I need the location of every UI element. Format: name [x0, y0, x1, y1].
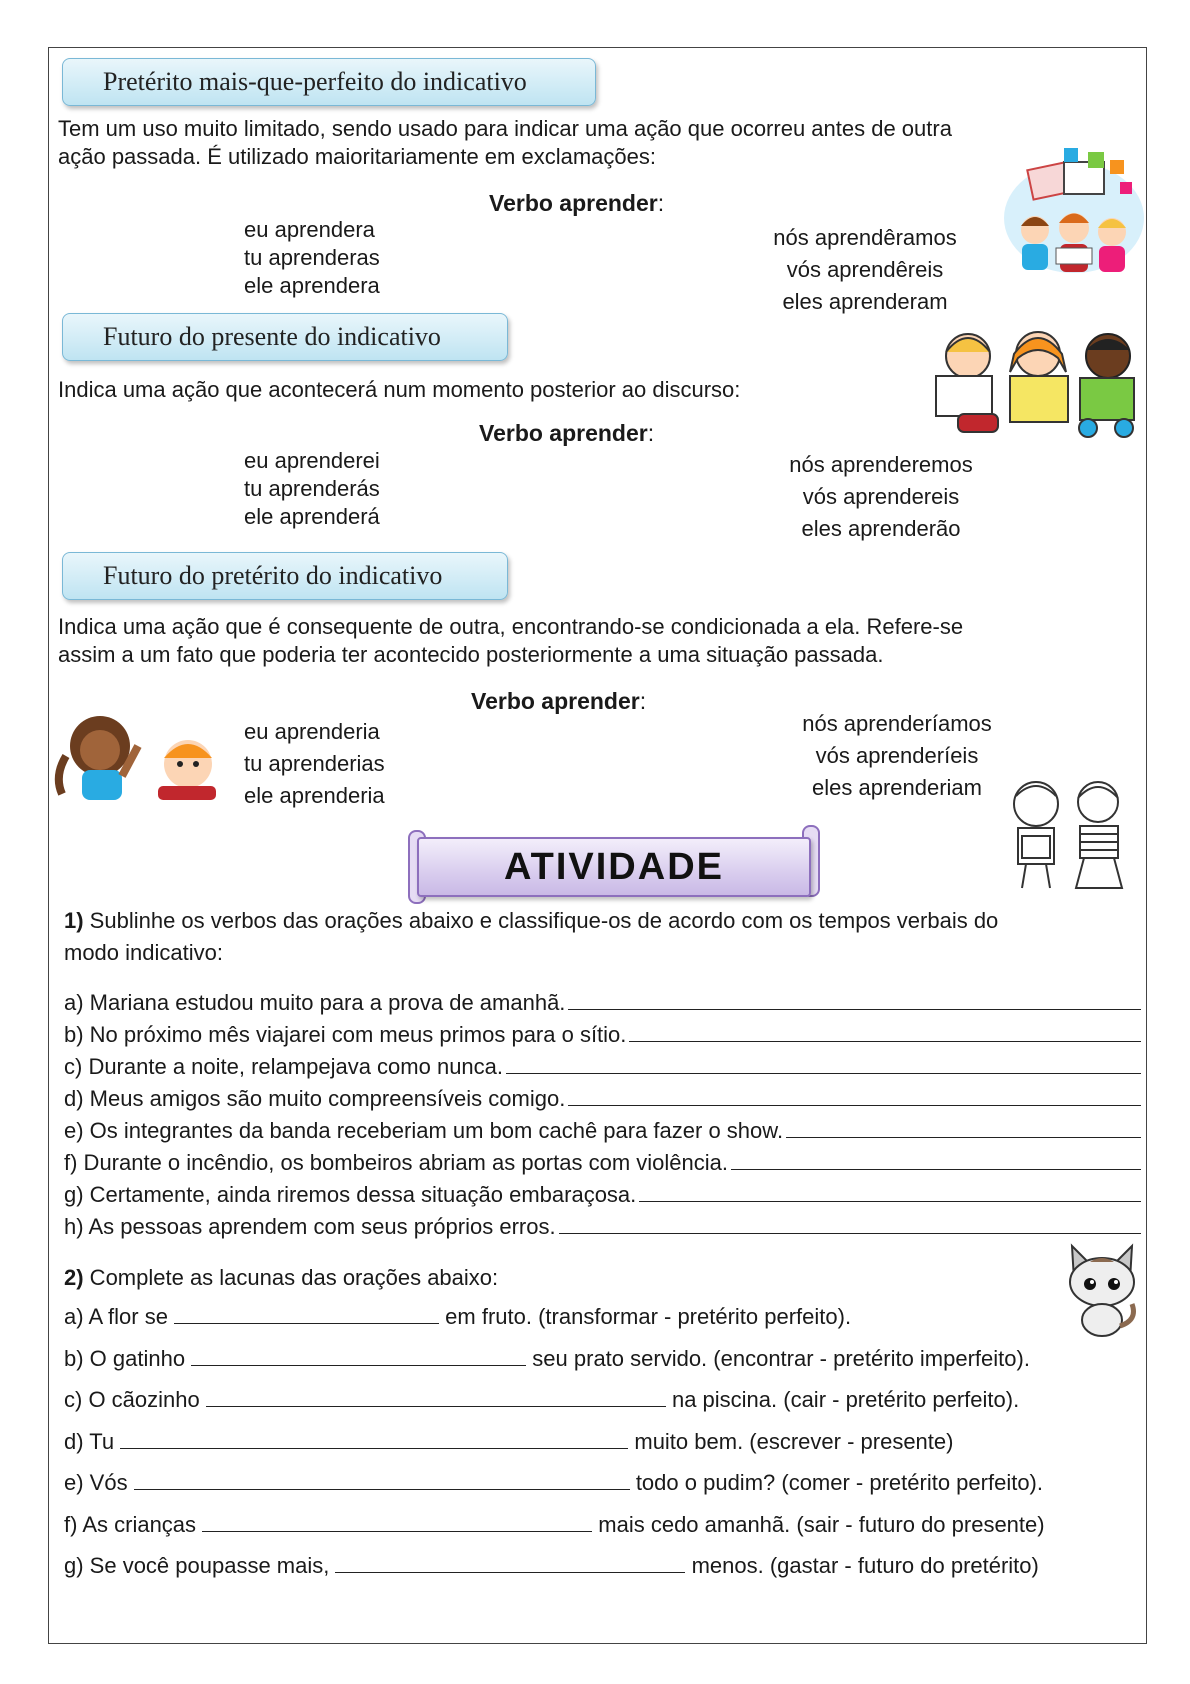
conjugation: nós aprendêramos [773, 225, 957, 250]
answer-line[interactable] [568, 1083, 1141, 1106]
kids-reading-books-illustration [1000, 148, 1148, 288]
question-2-instruction: 2) Complete as lacunas das orações abaixo: [64, 1265, 499, 1290]
list-item: g) Se você poupasse mais, menos. (gastar - futuro do pretérito) [64, 1545, 1045, 1587]
conjugation: eles aprenderiam [812, 775, 982, 800]
conjugation: tu aprenderias [244, 751, 385, 776]
blank-line[interactable] [120, 1426, 628, 1449]
section-title-text: Futuro do pretérito do indicativo [103, 561, 443, 590]
kitten-illustration [1062, 1240, 1142, 1340]
description-line: Indica uma ação que é consequente de outra, encontrando-se condicionada a ela. Refere-se [58, 614, 964, 639]
two-kids-illustration [48, 706, 218, 806]
singular-conjugations [244, 716, 385, 812]
question-1-instruction: 1) Sublinhe os verbos das orações abaixo e classifique-os de acordo com os tempos verbais do modo indicativo: [64, 908, 999, 965]
description-line: Indica uma ação que acontecerá num momento posterior ao discurso: [58, 377, 741, 402]
conjugation: nós aprenderemos [789, 452, 973, 477]
question-2-items [64, 1296, 1045, 1587]
blank-line[interactable] [335, 1550, 685, 1573]
blank-line[interactable] [134, 1467, 630, 1490]
list-item: b) No próximo mês viajarei com meus primos para o sítio. [64, 1019, 1141, 1051]
plural-conjugations [730, 222, 1000, 318]
plural-conjugations [746, 449, 1016, 545]
question-number: 2) [64, 1265, 84, 1290]
question-1-items [64, 987, 1141, 1243]
section-description [58, 613, 963, 669]
conjugation: eu aprenderia [244, 719, 380, 744]
three-kids-with-books-illustration [928, 328, 1138, 440]
blank-line[interactable] [202, 1509, 592, 1532]
list-item: h) As pessoas aprendem com seus próprios erros. [64, 1211, 1141, 1243]
list-item: a) Mariana estudou muito para a prova de amanhã. [64, 987, 1141, 1019]
verb-heading: Verbo aprender: [479, 420, 655, 446]
conjugation: ele aprendera [244, 273, 380, 298]
section-title-text: Futuro do presente do indicativo [103, 322, 441, 351]
blank-line[interactable] [206, 1384, 666, 1407]
verb-heading: Verbo aprender: [471, 688, 647, 714]
answer-line[interactable] [786, 1115, 1141, 1138]
question-number: 1) [64, 908, 84, 933]
description-line: assim a um fato que poderia ter acontecido posteriormente a uma situação passada. [58, 642, 884, 667]
conjugation: ele aprenderia [244, 783, 385, 808]
conjugation: vós aprenderíeis [815, 743, 979, 768]
activity-title: ATIVIDADE [504, 845, 724, 888]
list-item: d) Tu muito bem. (escrever - presente) [64, 1421, 1045, 1463]
answer-line[interactable] [568, 987, 1141, 1010]
list-item: b) O gatinho seu prato servido. (encontrar - pretérito imperfeito). [64, 1338, 1045, 1380]
plural-conjugations [762, 708, 1032, 804]
conjugation: vós aprendereis [802, 484, 960, 509]
singular-conjugations [244, 216, 380, 300]
answer-line[interactable] [629, 1019, 1141, 1042]
line-art-kids-with-books-illustration [996, 776, 1136, 894]
section-title-futuro-preterito [62, 552, 508, 600]
answer-line[interactable] [506, 1051, 1141, 1074]
conjugation: eu aprendera [244, 217, 375, 242]
conjugation: eles aprenderam [782, 289, 948, 314]
answer-line[interactable] [731, 1147, 1141, 1170]
list-item: f) Durante o incêndio, os bombeiros abriam as portas com violência. [64, 1147, 1141, 1179]
list-item: d) Meus amigos são muito compreensíveis comigo. [64, 1083, 1141, 1115]
blank-line[interactable] [174, 1301, 439, 1324]
section-title-text: Pretérito mais-que-perfeito do indicativo [103, 67, 527, 96]
section-title-mais-que-perfeito [62, 58, 596, 106]
section-title-futuro-presente [62, 313, 508, 361]
conjugation: ele aprenderá [244, 504, 380, 529]
singular-conjugations [244, 447, 380, 531]
list-item: e) Os integrantes da banda receberiam um bom cachê para fazer o show. [64, 1115, 1141, 1147]
section-description [58, 376, 740, 404]
description-line: Tem um uso muito limitado, sendo usado para indicar uma ação que ocorreu antes de outra [58, 116, 952, 141]
conjugation: eu aprenderei [244, 448, 380, 473]
conjugation: vós aprendêreis [786, 257, 944, 282]
activity-banner [417, 837, 811, 897]
list-item: g) Certamente, ainda riremos dessa situação embaraçosa. [64, 1179, 1141, 1211]
answer-line[interactable] [639, 1179, 1141, 1202]
blank-line[interactable] [191, 1343, 526, 1366]
section-description [58, 115, 952, 171]
conjugation: eles aprenderão [801, 516, 961, 541]
list-item: c) Durante a noite, relampejava como nunca. [64, 1051, 1141, 1083]
answer-line[interactable] [559, 1211, 1141, 1234]
list-item: e) Vós todo o pudim? (comer - pretérito perfeito). [64, 1462, 1045, 1504]
conjugation: tu aprenderás [244, 476, 380, 501]
verb-heading: Verbo aprender: [489, 190, 665, 216]
list-item: a) A flor se em fruto. (transformar - pretérito perfeito). [64, 1296, 1045, 1338]
conjugation: nós aprenderíamos [802, 711, 992, 736]
list-item: f) As crianças mais cedo amanhã. (sair - futuro do presente) [64, 1504, 1045, 1546]
conjugation: tu aprenderas [244, 245, 380, 270]
list-item: c) O cãozinho na piscina. (cair - pretérito perfeito). [64, 1379, 1045, 1421]
description-line: ação passada. É utilizado maioritariamente em exclamações: [58, 144, 656, 169]
